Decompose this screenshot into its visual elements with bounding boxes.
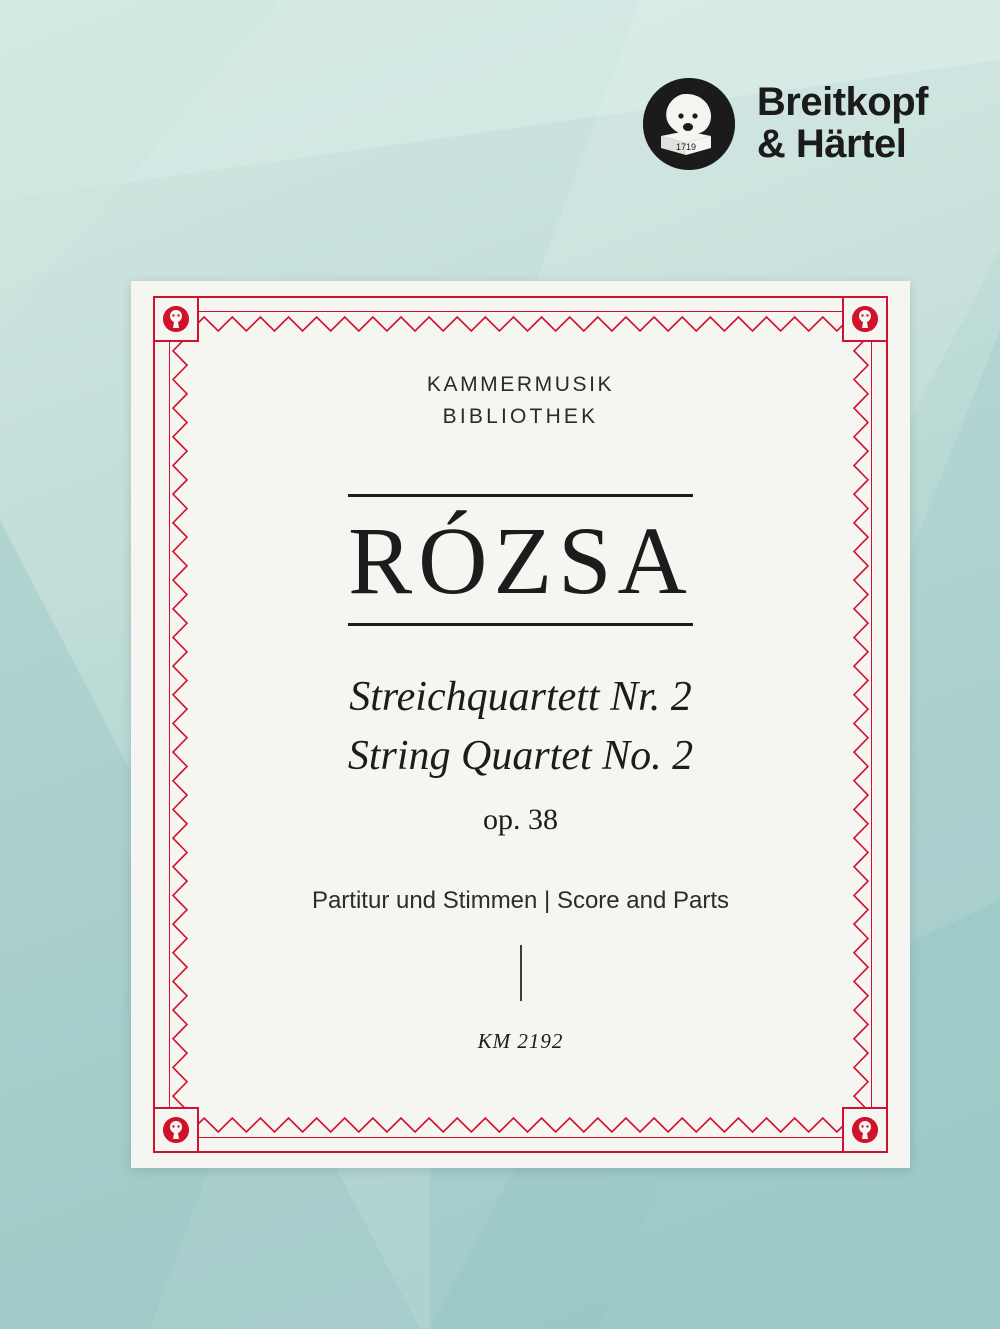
score-cover-sheet	[131, 281, 910, 1168]
ornament-band-right	[852, 315, 870, 1134]
ornament-band-bottom	[169, 1116, 872, 1134]
logo-year-text: 1719	[675, 142, 696, 152]
corner-medallion-seal-icon	[852, 1117, 878, 1143]
series-title	[201, 369, 840, 432]
vertical-divider	[520, 945, 522, 1001]
publisher-name-line2: & Härtel	[756, 122, 907, 166]
composer-rule-bottom	[348, 623, 693, 626]
corner-medallion-top-left	[153, 296, 199, 342]
contents-description: Partitur und Stimmen | Score and Parts	[311, 887, 730, 915]
corner-medallion-seal-icon	[163, 1117, 189, 1143]
plate-number: KM 2192	[477, 1029, 564, 1054]
composer-block	[342, 494, 699, 626]
cover-text-block	[201, 369, 840, 1054]
series-title-line1: KAMMERMUSIK	[426, 373, 615, 396]
publisher-wordmark	[757, 82, 928, 165]
publisher-name-line1: Breitkopf	[756, 80, 928, 125]
work-title-german: Streichquartett Nr. 2	[349, 674, 692, 721]
composer-rule-top	[348, 494, 693, 497]
corner-medallion-seal-icon	[163, 306, 189, 332]
ornament-band-left	[171, 315, 189, 1134]
corner-medallion-top-right	[842, 296, 888, 342]
work-title-english: String Quartet No. 2	[347, 732, 694, 779]
series-title-line2: BIBLIOTHEK	[442, 404, 599, 428]
corner-medallion-seal-icon	[852, 306, 878, 332]
opus-number: op. 38	[483, 803, 558, 837]
ornament-band-top	[169, 315, 872, 333]
composer-name: RÓZSA	[348, 507, 693, 614]
publisher-logo	[643, 78, 928, 170]
corner-medallion-bottom-right	[842, 1107, 888, 1153]
corner-medallion-bottom-left	[153, 1107, 199, 1153]
breitkopf-bear-logo-icon	[643, 78, 735, 170]
